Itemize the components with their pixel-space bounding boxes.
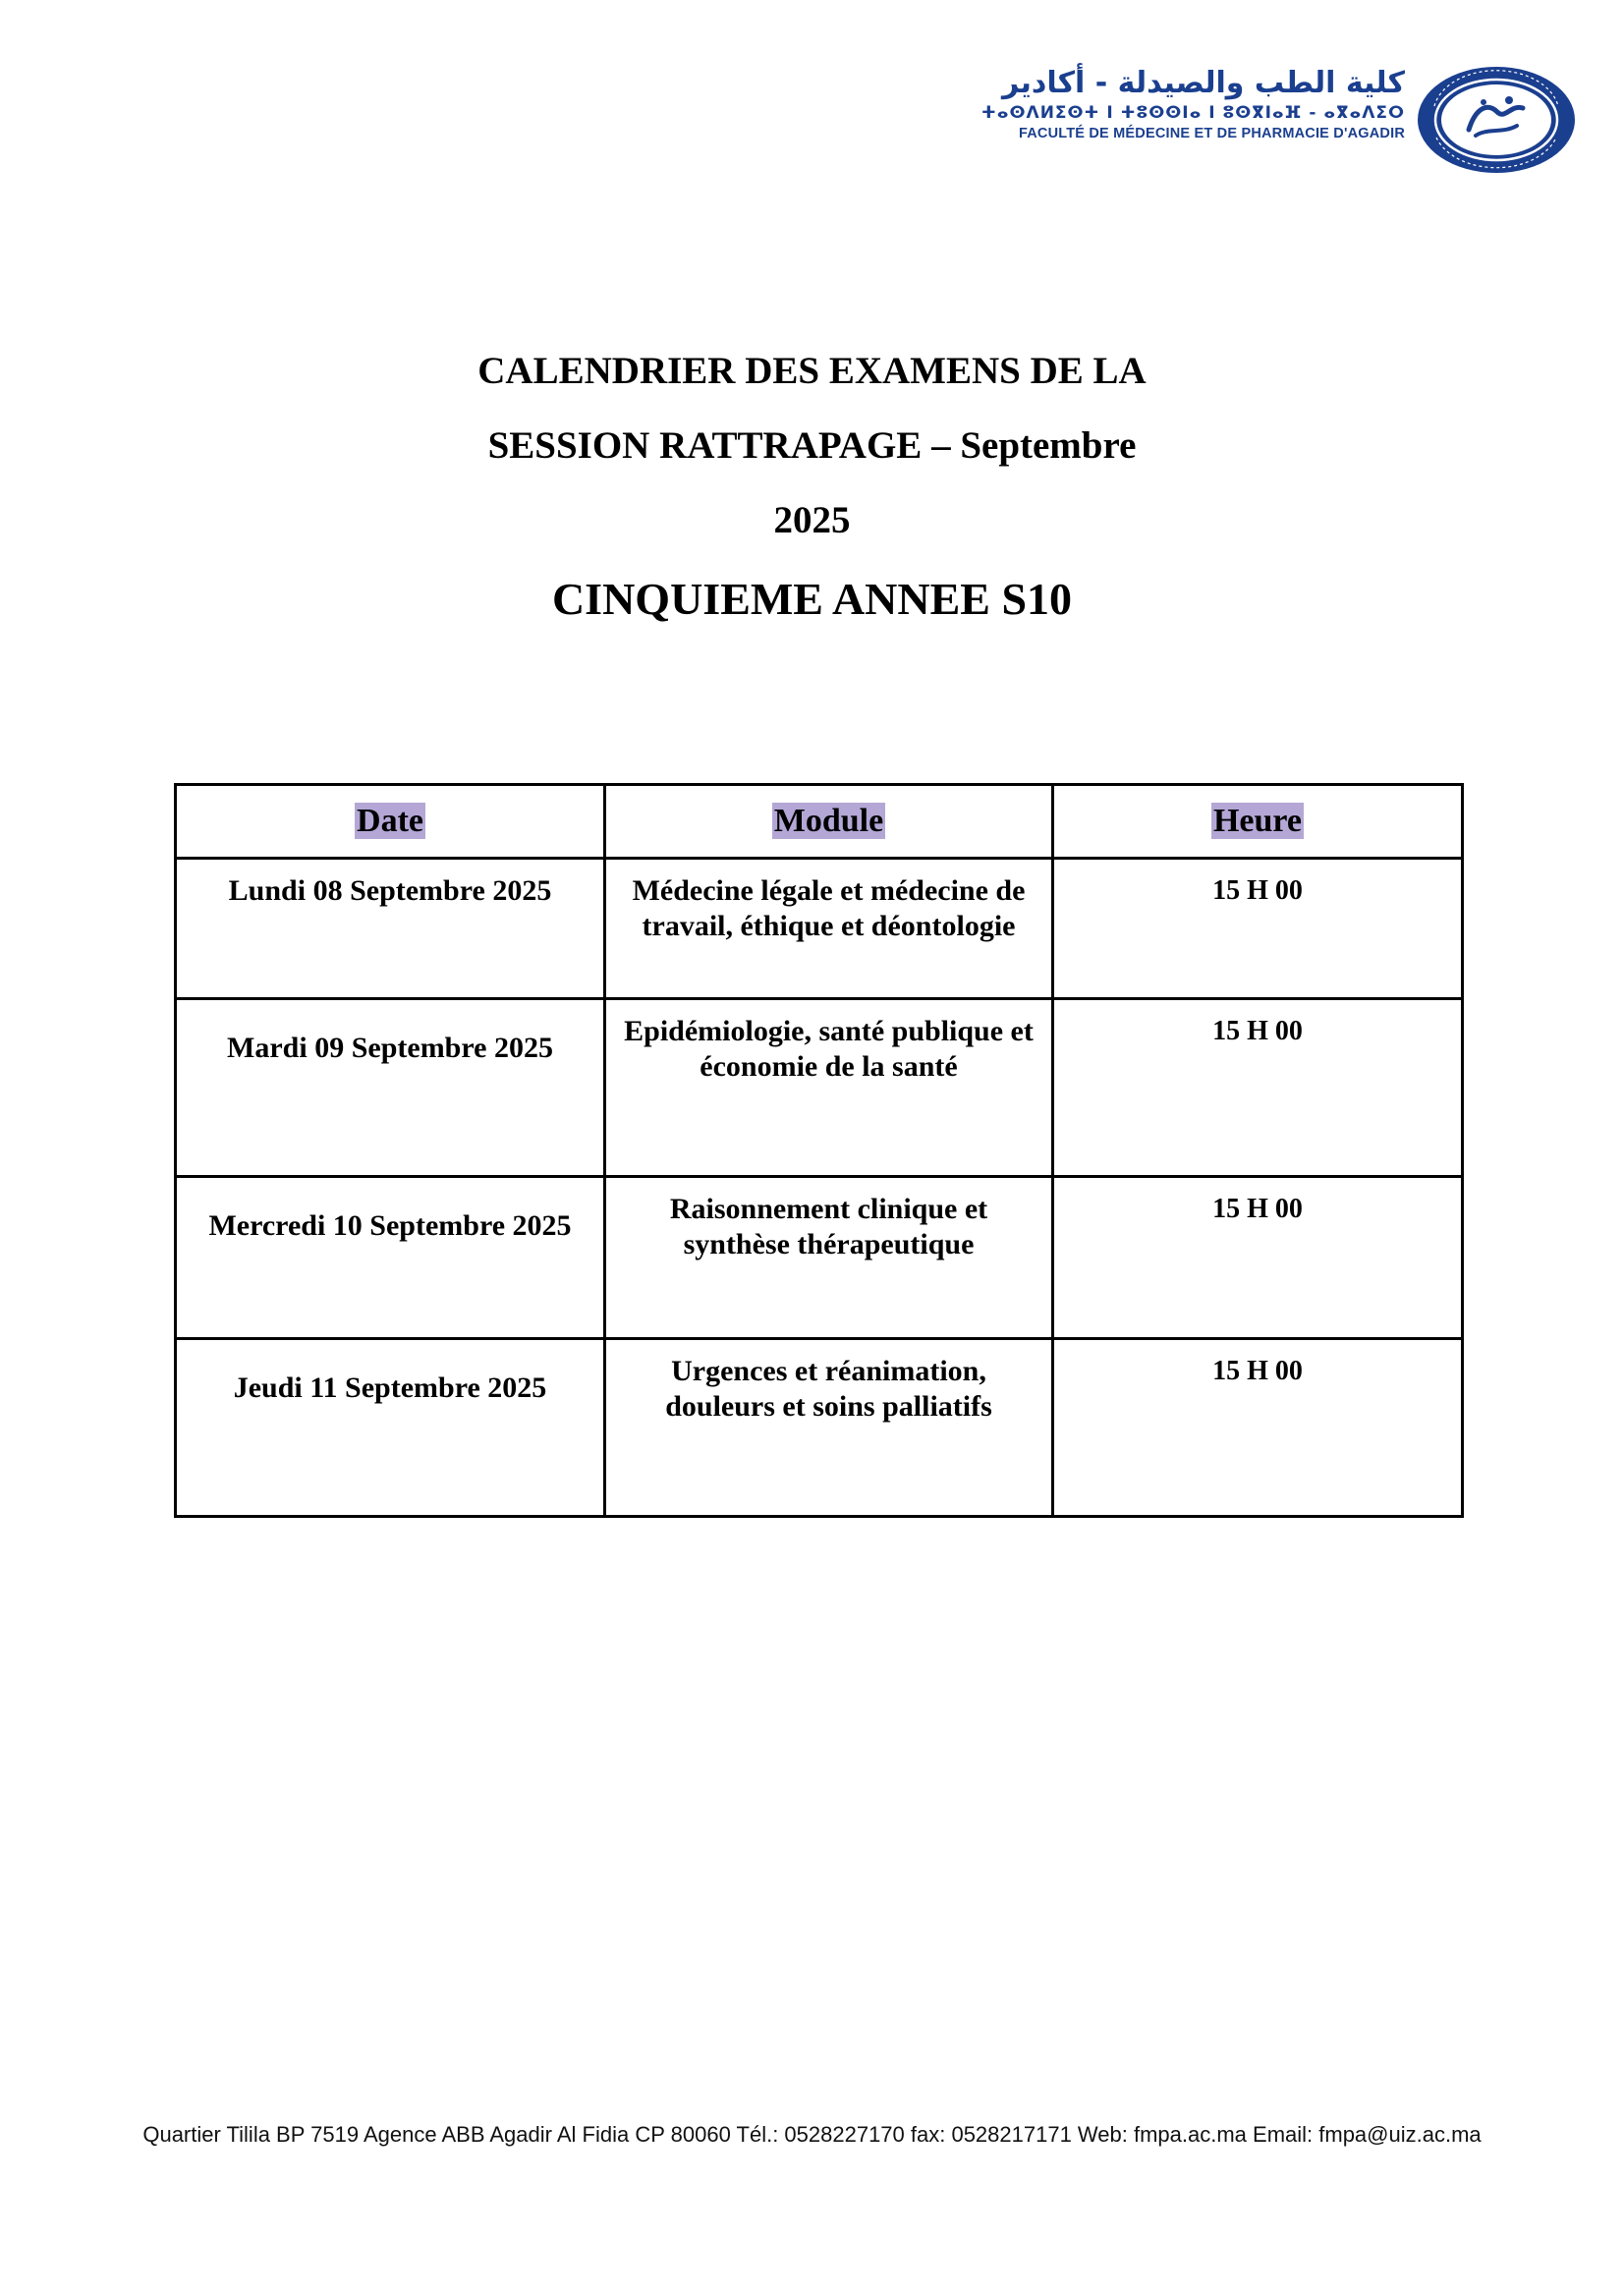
module-cell: Médecine légale et médecine de travail, éthique et déontologie [605,859,1053,999]
table-row [176,859,1463,999]
date-cell: Jeudi 11 Septembre 2025 [176,1339,605,1517]
title-line-3: 2025 [773,499,851,541]
header-date: Date [176,785,605,859]
document-title [0,334,1624,629]
header-heure: Heure [1053,785,1463,859]
date-cell: Mardi 09 Septembre 2025 [176,999,605,1177]
table-row [176,1177,1463,1339]
date-cell: Lundi 08 Septembre 2025 [176,859,605,999]
footer-contact: Quartier Tilila BP 7519 Agence ABB Agadir Al Fidia CP 80060 Tél.: 0528227170 fax: 0528217171 Web: fmpa.ac.ma Email: fmpa@uiz.ac.ma [142,2122,1482,2147]
heure-cell: 15 H 00 [1053,859,1463,999]
module-cell: Epidémiologie, santé publique et économie de la santé [605,999,1053,1177]
header-module: Module [605,785,1053,859]
faculty-name-french: FACULTÉ DE MÉDECINE ET DE PHARMACIE D'AGADIR [1018,126,1405,141]
heure-cell: 15 H 00 [1053,1339,1463,1517]
table-row [176,1339,1463,1517]
module-cell: Urgences et réanimation, douleurs et soins palliatifs [605,1339,1053,1517]
heure-cell: 15 H 00 [1053,1177,1463,1339]
table-header-row [176,785,1463,859]
module-cell: Raisonnement clinique et synthèse thérapeutique [605,1177,1053,1339]
exam-schedule-table [174,783,1464,1518]
university-seal-icon [1415,65,1578,175]
level-title: CINQUIEME ANNEE S10 [551,574,1073,624]
faculty-logo [968,65,1577,183]
faculty-name-tifinagh: ⵜⴰⵙⴷⵍⵉⵙⵜ ⵏ ⵜⵓⵙⵙⵏⴰ ⵏ ⵓⵙⴳⵏⴰⴼ - ⴰⴳⴰⴷⵉⵔ [980,103,1405,123]
title-line-2: SESSION RATTRAPAGE – Septembre [487,424,1137,467]
faculty-name-block [968,65,1405,143]
table-row [176,999,1463,1177]
faculty-name-arabic: كلية الطب والصيدلة - أكادير [1002,66,1405,100]
heure-cell: 15 H 00 [1053,999,1463,1177]
date-cell: Mercredi 10 Septembre 2025 [176,1177,605,1339]
title-line-1: CALENDRIER DES EXAMENS DE LA [477,350,1147,392]
